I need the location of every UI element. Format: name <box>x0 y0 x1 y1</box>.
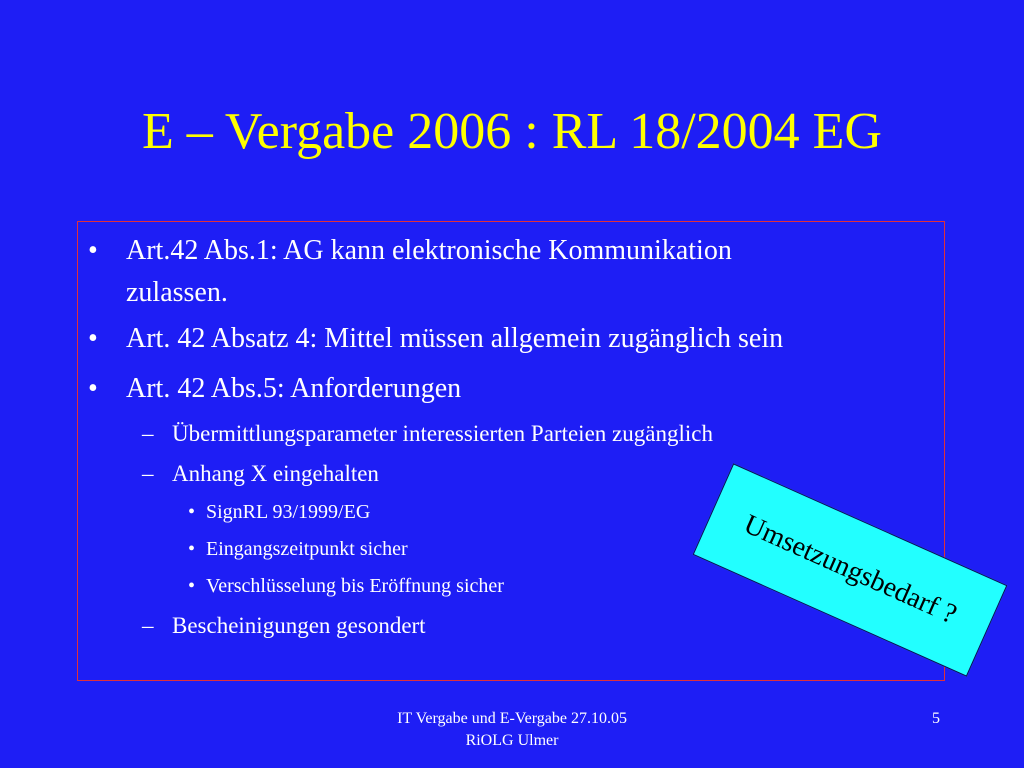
content-box <box>77 221 945 681</box>
sub-sub-item-text: SignRL 93/1999/EG <box>206 501 371 523</box>
callout-text: Umsetzungsbedarf ? <box>739 508 962 631</box>
bullet-marker: • <box>88 373 98 404</box>
dash-marker: – <box>142 421 154 446</box>
dash-marker: – <box>142 461 154 486</box>
bullet-text: Art. 42 Absatz 4: Mittel müssen allgemein zugänglich sein <box>126 323 784 354</box>
sub-sub-item-text: Verschlüsselung bis Eröffnung sicher <box>206 575 504 597</box>
bullet-list <box>78 222 944 680</box>
sub-item-text: Übermittlungsparameter interessierten Parteien zugänglich <box>172 421 713 446</box>
slide-title: E – Vergabe 2006 : RL 18/2004 EG <box>142 103 882 160</box>
bullet-text: Art.42 Abs.1: AG kann elektronische Kommunikation <box>126 235 732 266</box>
bullet-marker: • <box>88 323 98 354</box>
bullet-marker: • <box>88 235 98 266</box>
dash-marker: – <box>142 613 154 638</box>
sub-item-text: Bescheinigungen gesondert <box>172 613 426 638</box>
sub-sub-item-text: Eingangszeitpunkt sicher <box>206 538 408 560</box>
bullet-marker: • <box>188 538 196 560</box>
footer-line: RiOLG Ulmer <box>465 732 559 749</box>
footer <box>312 708 712 752</box>
bullet-text: zulassen. <box>126 277 228 308</box>
bullet-text: Art. 42 Abs.5: Anforderungen <box>126 373 462 404</box>
bullet-marker: • <box>188 575 196 597</box>
footer-line: IT Vergabe und E-Vergabe 27.10.05 <box>397 710 627 727</box>
bullet-marker: • <box>188 501 196 523</box>
page-number: 5 <box>932 710 940 727</box>
sub-item-text: Anhang X eingehalten <box>172 461 379 486</box>
